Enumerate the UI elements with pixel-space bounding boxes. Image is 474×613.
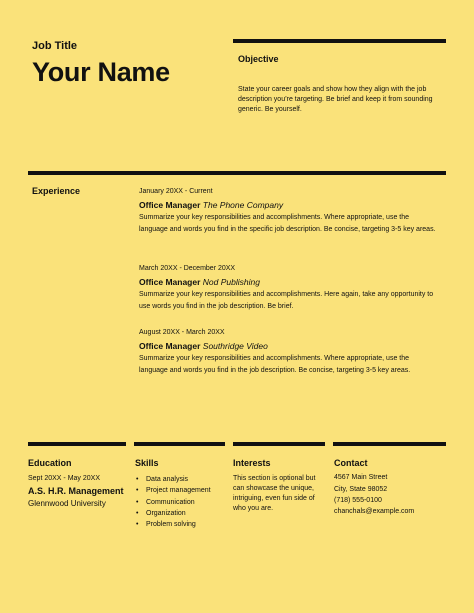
objective-text: State your career goals and show how they align with the job description you’re targeting. Be brief and keep it from sounding generic. Be yourself. <box>238 86 433 113</box>
interests-heading: Interests <box>233 458 271 468</box>
experience-role-line <box>139 340 439 352</box>
experience-role: Office Manager <box>139 277 201 287</box>
experience-description: Summarize your key responsibilities and accomplishments. Where appropriate, use the language and words you find in the job description. Be concise, targeting 3-5 key areas. <box>139 355 411 374</box>
experience-description: Summarize your key responsibilities and accomplishments. Where appropriate, use the language and words you find in the specific job description. Be concise, targeting 3-5 key areas. <box>139 214 436 233</box>
education-rule <box>28 442 126 446</box>
experience-company: Nod Publishing <box>202 277 260 287</box>
experience-role-line <box>139 276 439 288</box>
interests-text: This section is optional but can showcase the unique, intriguing, even fun side of who you are. <box>233 475 316 512</box>
contact-phone: (718) 555-0100 <box>334 497 382 504</box>
education-degree: A.S. H.R. Management <box>28 486 124 496</box>
experience-role-line <box>139 199 439 211</box>
experience-role: Office Manager <box>139 200 201 210</box>
objective-heading: Objective <box>238 54 279 64</box>
candidate-name: Your Name <box>32 57 170 87</box>
experience-heading: Experience <box>32 186 81 196</box>
skills-rule <box>134 442 225 446</box>
objective-rule <box>233 39 446 43</box>
experience-dates: March 20XX - December 20XX <box>139 265 236 272</box>
experience-company: The Phone Company <box>202 200 284 210</box>
experience-dates: January 20XX - Current <box>139 188 213 195</box>
contact-address-line2: City, State 98052 <box>334 486 388 493</box>
education-heading: Education <box>28 458 72 468</box>
experience-item <box>139 328 439 377</box>
experience-item <box>139 264 439 313</box>
skill-item: • Data analysis <box>135 474 211 485</box>
contact-heading: Contact <box>334 458 368 468</box>
experience-rule <box>28 171 446 175</box>
education-school: Glennwood University <box>28 499 106 508</box>
job-title: Job Title <box>32 40 78 52</box>
experience-description: Summarize your key responsibilities and accomplishments. Here again, take any opportunity to use words you find in the job description. Be brief. <box>139 291 434 310</box>
skill-item: • Organization <box>135 508 211 519</box>
skill-item: • Communication <box>135 497 211 508</box>
experience-company: Southridge Video <box>202 341 268 351</box>
experience-dates: August 20XX - March 20XX <box>139 329 225 336</box>
education-dates: Sept 20XX - May 20XX <box>28 475 100 482</box>
experience-item <box>139 187 439 236</box>
contact-rule <box>333 442 446 446</box>
skills-heading: Skills <box>135 458 159 468</box>
skill-item: • Problem solving <box>135 519 211 530</box>
skills-list <box>135 474 211 530</box>
experience-role: Office Manager <box>139 341 201 351</box>
skill-item: • Project management <box>135 485 211 496</box>
interests-rule <box>233 442 325 446</box>
contact-address-line1: 4567 Main Street <box>334 474 388 481</box>
contact-email[interactable]: chanchals@example.com <box>334 508 415 515</box>
